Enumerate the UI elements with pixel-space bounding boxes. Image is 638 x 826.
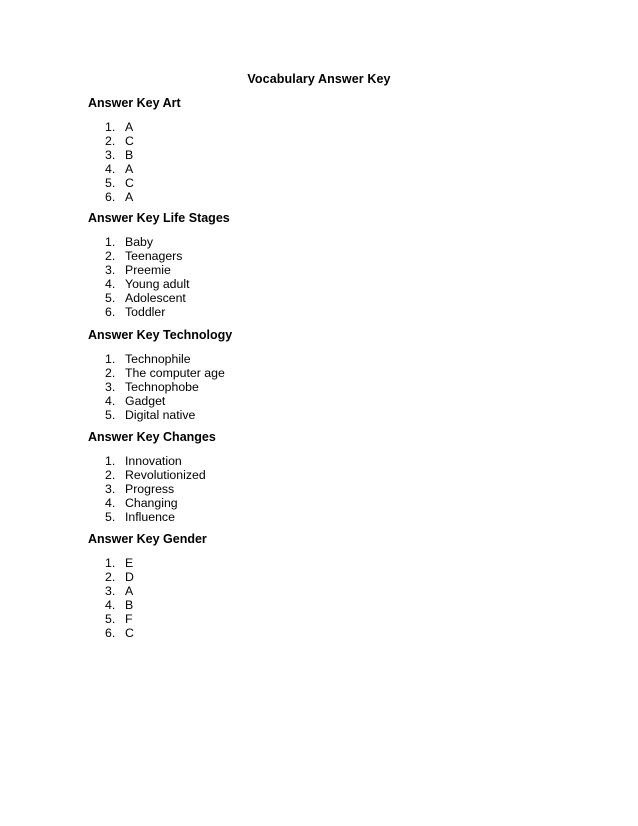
item-number: 3.	[105, 263, 116, 277]
item-number: 4.	[105, 496, 116, 510]
list-item	[88, 380, 588, 394]
item-answer: Toddler	[125, 305, 166, 319]
list-item	[88, 510, 588, 524]
item-answer: Digital native	[125, 408, 196, 422]
list-item	[88, 468, 588, 482]
section-art	[88, 95, 588, 204]
item-number: 3.	[105, 380, 116, 394]
item-number: 1.	[105, 352, 116, 366]
list-item	[88, 176, 588, 190]
list-item	[88, 190, 588, 204]
item-answer: D	[125, 570, 134, 584]
item-number: 6.	[105, 190, 116, 204]
list-item	[88, 352, 588, 366]
list-item	[88, 454, 588, 468]
item-answer: Teenagers	[125, 249, 183, 263]
item-answer: The computer age	[125, 366, 225, 380]
item-number: 6.	[105, 305, 116, 319]
item-number: 4.	[105, 394, 116, 408]
list-item	[88, 556, 588, 570]
list-item	[88, 277, 588, 291]
item-answer: Baby	[125, 235, 154, 249]
item-answer: Revolutionized	[125, 468, 206, 482]
list-item	[88, 598, 588, 612]
item-answer: F	[125, 612, 133, 626]
list-item	[88, 235, 588, 249]
item-answer: Technophobe	[125, 380, 199, 394]
item-number: 2.	[105, 366, 116, 380]
item-number: 1.	[105, 556, 116, 570]
section-heading: Answer Key Technology	[88, 328, 233, 342]
item-number: 4.	[105, 277, 116, 291]
section-heading: Answer Key Changes	[88, 430, 216, 444]
list-item	[88, 249, 588, 263]
answer-list	[88, 454, 588, 524]
item-answer: Young adult	[125, 277, 190, 291]
item-answer: B	[125, 148, 134, 162]
item-number: 3.	[105, 584, 116, 598]
item-number: 1.	[105, 454, 116, 468]
item-answer: E	[125, 556, 134, 570]
answer-list	[88, 235, 588, 319]
list-item	[88, 305, 588, 319]
answer-list	[88, 120, 588, 204]
list-item	[88, 394, 588, 408]
item-number: 3.	[105, 148, 116, 162]
item-number: 3.	[105, 482, 116, 496]
item-number: 5.	[105, 612, 116, 626]
item-answer: C	[125, 176, 134, 190]
list-item	[88, 408, 588, 422]
item-number: 6.	[105, 626, 116, 640]
section-heading: Answer Key Art	[88, 96, 181, 110]
item-number: 5.	[105, 291, 116, 305]
list-item	[88, 162, 588, 176]
item-answer: Influence	[125, 510, 175, 524]
list-item	[88, 366, 588, 380]
item-number: 2.	[105, 134, 116, 148]
item-number: 2.	[105, 468, 116, 482]
item-answer: Changing	[125, 496, 178, 510]
item-answer: A	[125, 190, 134, 204]
item-answer: Innovation	[125, 454, 182, 468]
item-number: 4.	[105, 598, 116, 612]
item-number: 1.	[105, 235, 116, 249]
list-item	[88, 584, 588, 598]
item-number: 5.	[105, 176, 116, 190]
item-number: 5.	[105, 408, 116, 422]
section-changes	[88, 429, 588, 524]
item-answer: Gadget	[125, 394, 166, 408]
list-item	[88, 482, 588, 496]
item-answer: A	[125, 120, 134, 134]
item-number: 1.	[105, 120, 116, 134]
item-answer: C	[125, 626, 134, 640]
section-life-stages	[88, 210, 588, 319]
list-item	[88, 263, 588, 277]
list-item	[88, 626, 588, 640]
section-technology	[88, 327, 588, 422]
item-answer: Adolescent	[125, 291, 186, 305]
item-answer: Progress	[125, 482, 175, 496]
list-item	[88, 120, 588, 134]
list-item	[88, 134, 588, 148]
item-number: 5.	[105, 510, 116, 524]
list-item	[88, 496, 588, 510]
section-gender	[88, 531, 588, 640]
section-heading: Answer Key Gender	[88, 532, 207, 546]
list-item	[88, 612, 588, 626]
item-answer: B	[125, 598, 134, 612]
item-answer: Preemie	[125, 263, 171, 277]
document-title: Vocabulary Answer Key	[247, 72, 391, 86]
answer-list	[88, 352, 588, 422]
list-item	[88, 291, 588, 305]
section-heading: Answer Key Life Stages	[88, 211, 230, 225]
list-item	[88, 570, 588, 584]
item-answer: A	[125, 584, 134, 598]
item-answer: Technophile	[125, 352, 191, 366]
item-number: 2.	[105, 249, 116, 263]
item-answer: C	[125, 134, 134, 148]
item-number: 2.	[105, 570, 116, 584]
list-item	[88, 148, 588, 162]
answer-list	[88, 556, 588, 640]
item-number: 4.	[105, 162, 116, 176]
item-answer: A	[125, 162, 134, 176]
